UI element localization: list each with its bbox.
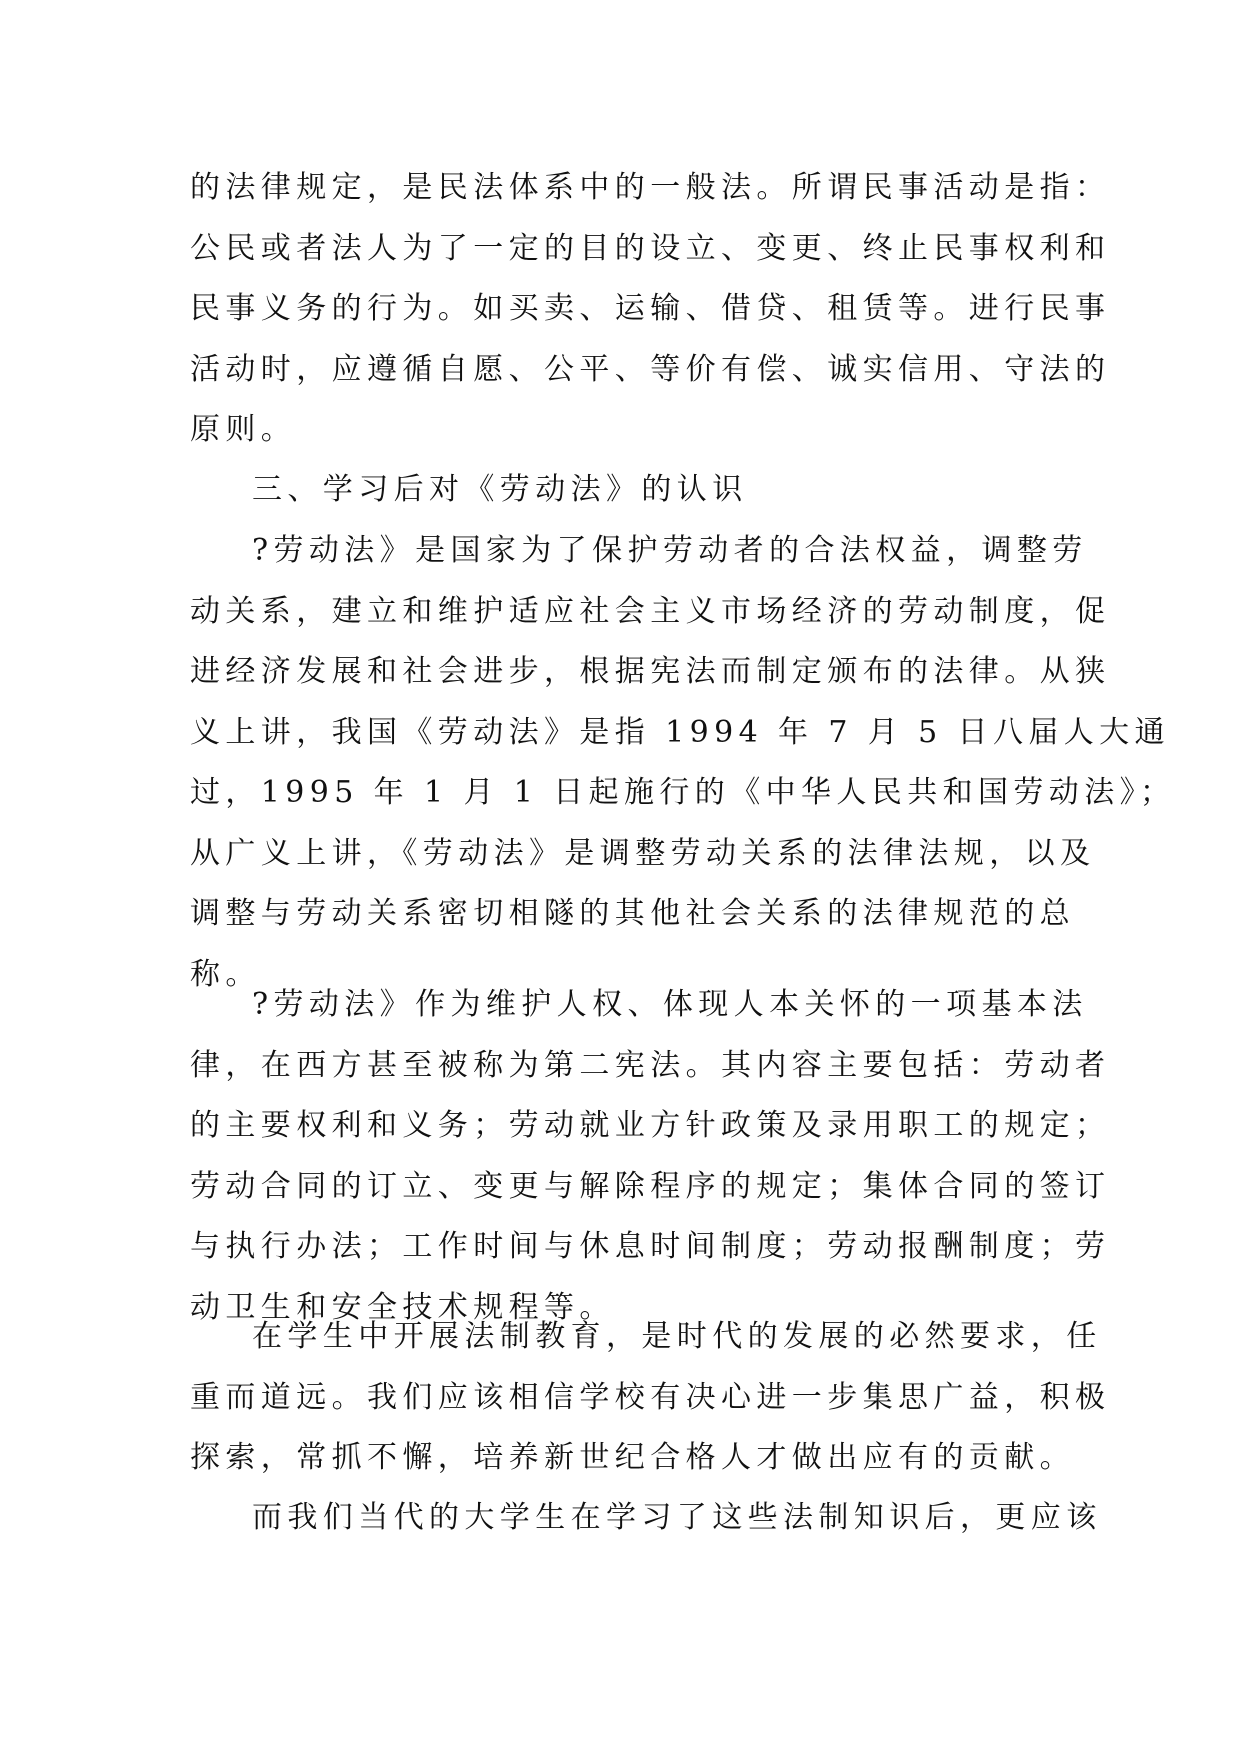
text-line: 原则。 bbox=[190, 412, 297, 447]
text-line: 公民或者法人为了一定的目的设立、变更、终止民事权利和 bbox=[190, 230, 1111, 266]
text-line: 进经济发展和社会进步，根据宪法而制定颁布的法律。从狭 bbox=[190, 654, 1111, 689]
text-line: 在学生中开展法制教育，是时代的发展的必然要求，任 bbox=[252, 1319, 1102, 1354]
text-line: 动卫生和安全技术规程等。 bbox=[190, 1289, 615, 1325]
text-line: 探索，常抓不懈，培养新世纪合格人才做出应有的贡献。 bbox=[190, 1440, 1075, 1475]
text-line: 的法律规定，是民法体系中的一般法。所谓民事活动是指： bbox=[190, 170, 1111, 205]
text-line: 称。 bbox=[190, 956, 261, 992]
text-line: ?劳动法》是国家为了保护劳动者的合法权益，调整劳 bbox=[252, 533, 1088, 568]
text-line: 民事义务的行为。如买卖、运输、借贷、租赁等。进行民事 bbox=[190, 291, 1111, 326]
section-heading-text: 三、学习后对《劳动法》的认识 bbox=[252, 472, 748, 507]
paragraph-civil-law-continued bbox=[190, 158, 1111, 461]
text-line: 从广义上讲，《劳动法》是调整劳动关系的法律法规，以及 bbox=[190, 835, 1096, 871]
text-line: 活动时，应遵循自愿、公平、等价有偿、诚实信用、守法的 bbox=[190, 351, 1111, 387]
text-line: 义上讲，我国《劳动法》是指 1994 年 7 月 5 日八届人大通 bbox=[190, 714, 1170, 750]
text-line: 律，在西方甚至被称为第二宪法。其内容主要包括：劳动者 bbox=[190, 1047, 1111, 1083]
text-line: 重而道远。我们应该相信学校有决心进一步集思广益，积极 bbox=[190, 1379, 1111, 1415]
text-line: 而我们当代的大学生在学习了这些法制知识后，更应该 bbox=[252, 1500, 1102, 1535]
text-line: 调整与劳动关系密切相隧的其他社会关系的法律规范的总 bbox=[190, 896, 1075, 931]
text-line: 动关系，建立和维护适应社会主义市场经济的劳动制度，促 bbox=[190, 593, 1111, 629]
text-line: 劳动合同的订立、变更与解除程序的规定；集体合同的签订 bbox=[190, 1168, 1111, 1204]
text-line: ?劳动法》作为维护人权、体现人本关怀的一项基本法 bbox=[252, 987, 1088, 1022]
section-heading bbox=[190, 460, 1060, 521]
paragraph-legal-education bbox=[190, 1307, 1111, 1489]
paragraph-labor-law-content bbox=[190, 975, 1111, 1338]
paragraph-students bbox=[190, 1488, 1102, 1549]
text-line: 与执行办法；工作时间与休息时间制度；劳动报酬制度；劳 bbox=[190, 1229, 1111, 1264]
text-line: 的主要权利和义务；劳动就业方针政策及录用职工的规定； bbox=[190, 1108, 1111, 1143]
text-line: 过，1995 年 1 月 1 日起施行的《中华人民共和国劳动法》； bbox=[190, 775, 1176, 810]
